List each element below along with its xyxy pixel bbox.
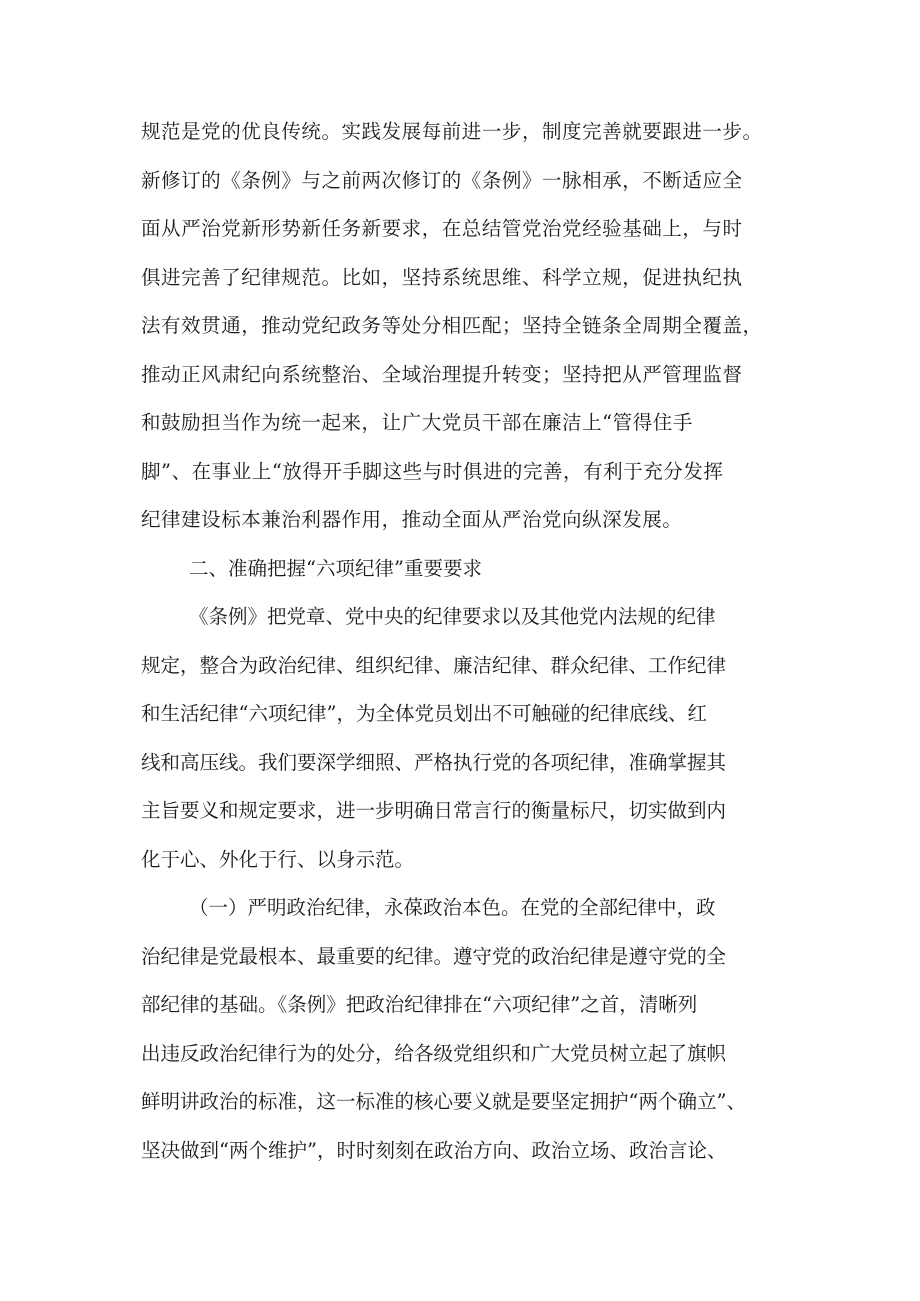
text-line: 出违反政治纪律行为的处分，给各级党组织和广大党员树立起了旗帜 <box>141 1041 727 1065</box>
text-line: 法有效贯通，推动党纪政务等处分相匹配；坚持全链条全周期全覆盖， <box>141 314 763 337</box>
text-line: 规定，整合为政治纪律、组织纪律、廉洁纪律、群众纪律、工作纪律 <box>141 653 727 677</box>
text-line: 《条例》把党章、党中央的纪律要求以及其他党内法规的纪律 <box>189 605 716 628</box>
text-line: 鲜明讲政治的标准，这一标准的核心要义就是要坚定拥护“两个确立”、 <box>141 1090 746 1113</box>
text-line: 脚”、在事业上“放得开手脚这些与时俱进的完善，有利于充分发挥 <box>141 459 724 483</box>
text-line: 主旨要义和规定要求，进一步明确日常言行的衡量标尺，切实做到内 <box>141 799 727 822</box>
text-line: 推动正风肃纪向系统整治、全域治理提升转变；坚持把从严管理监督 <box>141 362 743 386</box>
text-line: 治纪律是党最根本、最重要的纪律。遵守党的政治纪律是遵守党的全 <box>141 944 727 968</box>
text-line: 部纪律的基础。《条例》把政治纪律排在“六项纪律”之首，清晰列 <box>141 993 698 1016</box>
document-body <box>141 108 789 1175</box>
text-line: 坚决做到“两个维护”，时时刻刻在政治方向、政治立场、政治言论、 <box>141 1138 727 1162</box>
text-line: 线和高压线。我们要深学细照、严格执行党的各项纪律，准确掌握其 <box>141 750 727 774</box>
paragraph-3 <box>141 884 789 1175</box>
text-line: 俱进完善了纪律规范。比如，坚持系统思维、科学立规，促进执纪执 <box>141 265 743 289</box>
text-line: 和生活纪律“六项纪律”，为全体党员划出不可触碰的纪律底线、红 <box>141 702 707 725</box>
text-line: 化于心、外化于行、以身示范。 <box>141 847 415 871</box>
section-heading: 二、准确把握“六项纪律”重要要求 <box>189 556 482 580</box>
paragraph-1 <box>141 108 789 545</box>
text-line: （一）严明政治纪律，永葆政治本色。在党的全部纪律中，政 <box>189 896 716 919</box>
text-line: 纪律建设标本兼治利器作用，推动全面从严治党向纵深发展。 <box>141 508 683 531</box>
text-line: 新修订的《条例》与之前两次修订的《条例》一脉相承，不断适应全 <box>141 168 743 192</box>
text-line: 规范是党的优良传统。实践发展每前进一步，制度完善就要跟进一步。 <box>141 120 763 143</box>
text-line: 和鼓励担当作为统一起来，让广大党员干部在廉洁上“管得住手 <box>141 411 693 434</box>
text-line: 面从严治党新形势新任务新要求，在总结管党治党经验基础上，与时 <box>141 217 743 240</box>
paragraph-2 <box>141 593 789 884</box>
